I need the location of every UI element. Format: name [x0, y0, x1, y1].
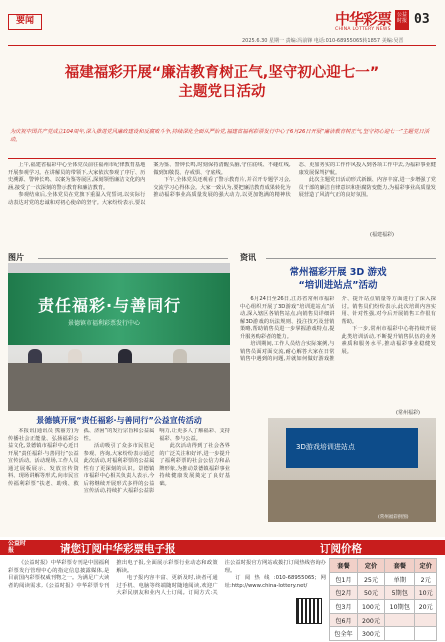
- subscribe-badge: 公益时报: [8, 540, 27, 554]
- publication-badge: 公益时报: [395, 10, 409, 30]
- price-cell: 套餐: [330, 559, 358, 573]
- article-paragraph: 参观结束后,全体党员在党旗下重温入党誓词,以实际行动表达对党的忠诚和对初心使命的坚守。大家纷纷表示,要以案为鉴、警钟长鸣,时刻保持清醒头脑,守住底线、不碰红线,做到知敬畏、存戒惧、守底线。: [8, 162, 291, 206]
- image-news-divider: [38, 258, 228, 259]
- article-lead: 为庆祝中国共产党成立104周年,深入推进党风廉政建设和反腐败斗争,持续深化全面从严治党,福建省福利彩票发行中心于6月26日开展“廉洁教育树正气,坚守初心迎七一”主题党日活动。: [10, 129, 430, 144]
- price-cell: 包全年: [330, 627, 358, 641]
- article-paragraph: 培训期间,工作人员结合实际案例,与销售员面对面交流,耐心解答大家在日常销售中遇到的问题,并就如何做好游戏推介、提升站点销量等方面进行了深入探讨。销售员们纷纷表示,此次培训内容实用、针对性强,对今后开展销售工作很有帮助。: [240, 296, 436, 362]
- news-headline-line-2: “培训进站点”活动: [298, 280, 378, 291]
- price-table-row: [330, 586, 437, 600]
- price-cell: 定价: [357, 559, 384, 573]
- news-section-label: 资讯: [240, 253, 256, 262]
- price-cell: [385, 613, 415, 627]
- price-cell: 100元: [357, 600, 384, 614]
- subscribe-body: [8, 560, 326, 640]
- price-cell: 5期包: [385, 586, 415, 600]
- photo-banner-text: 责任福彩·与善同行: [38, 296, 182, 315]
- price-table-row: [330, 572, 437, 586]
- image-news-label: 图片: [8, 253, 24, 262]
- article-paragraph: 上午,福建省福彩中心全体党员前往福州市纪律教育基地开展参观学习。在讲解员的带领下,大家依次参观了序厅、历史溯源、警钟长鸣、以案为鉴等展区,深刻领悟廉洁文化的内涵,接受了一次深刻的警示教育和廉洁教育。: [8, 162, 146, 191]
- price-cell: [415, 627, 437, 641]
- price-cell: 25元: [357, 572, 384, 586]
- lead-divider: [8, 158, 436, 159]
- article-paragraph: 下一步,常州市福彩中心将持续开展此类培训活动,不断提升销售队伍的业务素质和服务水平,推动福彩事业稳健发展。: [341, 326, 436, 355]
- image-news-caption: 景德镇开展“责任福彩·与善同行”公益宣传活动: [36, 416, 202, 425]
- price-table: [329, 558, 437, 641]
- price-cell: [415, 613, 437, 627]
- page-number: 03: [414, 12, 430, 27]
- main-article-byline: (福建福彩): [370, 232, 394, 238]
- news-byline: (常州福彩): [396, 410, 420, 416]
- photo-screen-text: 3D游戏培训进站点: [296, 443, 355, 451]
- price-cell: 包2月: [330, 586, 358, 600]
- price-table-row: [330, 600, 437, 614]
- price-table-row: [330, 613, 437, 627]
- price-cell: 包6月: [330, 613, 358, 627]
- price-cell: 10元: [415, 586, 437, 600]
- price-cell: 10期包: [385, 600, 415, 614]
- article-paragraph: 活动吸引了众多市民驻足参观、咨询,大家纷纷表示通过此次活动,对福利彩票的公益属性有了更深刻的认识。景德镇市福彩中心相关负责人表示,今后将继续开展形式多样的公益宣传活动,持续扩大福彩公益影响力,让更多人了解福彩、支持福彩、参与公益。: [83, 428, 230, 494]
- masthead-logo: 中华彩票: [335, 10, 392, 28]
- issue-meta: 2025.6.30 星期一 责编:冯前锋 电话:010-68955065转1857 美编:吴晋: [242, 38, 404, 44]
- price-table-row: [330, 627, 437, 641]
- subscribe-paragraph: 订阅热线:010-68955065;网址:http://www.china-lottery.net/: [224, 575, 326, 589]
- photo-desk: [268, 480, 436, 522]
- training-photo-credit: (常州福彩供图): [378, 515, 409, 520]
- price-cell: 200元: [357, 613, 384, 627]
- price-cell: 包1月: [330, 572, 358, 586]
- price-cell: 包3月: [330, 600, 358, 614]
- section-label: 要闻: [8, 14, 42, 30]
- subscribe-title: 请您订阅中华彩票电子报: [60, 543, 176, 555]
- article-paragraph: 下午,全体党员还观看了警示教育片,并召开专题学习会,交流学习心得体会。大家一致认为,要把廉洁教育成果转化为推动福彩事业高质量发展的强大动力,以更加饱满的精神状态、更加务实的工作作风投入到各项工作中去,为福彩事业健康发展保驾护航。: [153, 162, 436, 198]
- news-headline: [240, 266, 436, 292]
- training-photo: [268, 418, 436, 522]
- news-body: [240, 296, 436, 414]
- news-headline-line-1: 常州福彩开展 3D 游戏: [289, 267, 387, 278]
- price-cell: 2元: [415, 572, 437, 586]
- news-divider: [266, 258, 436, 259]
- article-paragraph: 本报讯(通讯员 熊丽芳)为传播社会正能量、弘扬福彩公益文化,景德镇市福彩中心近日开展“责任福彩·与善同行”公益宣传活动。活动现场,工作人员通过展板展示、发放宣传资料、现场讲解等形式,向市民宣传福利彩票“扶老、助残、救孤、济困”的发行宗旨和公益属性。: [8, 428, 155, 487]
- photo-banner-subtext: 景德镇市福利彩票发行中心: [68, 320, 141, 327]
- price-cell: 50元: [357, 586, 384, 600]
- main-article-body: [8, 162, 436, 240]
- price-table-header: [330, 559, 437, 573]
- subscribe-paragraph: 电子报内容丰富、更新及时,读者可通过手机、电脑等终端随时随地阅读,欢迎广大彩民朋友和业内人士订阅。订阅方式:关注公益时报官方网站或拨打订阅热线咨询办理。: [116, 560, 326, 596]
- article-paragraph: 此次活动得到了社会各界的广泛关注和好评,进一步提升了福利彩票的社会公信力和品牌形象,为推动景德镇福彩事业持续健康发展奠定了良好基础。: [159, 443, 230, 487]
- page-header: [0, 0, 445, 46]
- price-cell: [385, 627, 415, 641]
- main-headline: [8, 64, 436, 102]
- photo-screen: [286, 428, 418, 468]
- price-cell: 定价: [415, 559, 437, 573]
- price-cell: 单期: [385, 572, 415, 586]
- price-title: 订阅价格: [320, 543, 362, 555]
- price-cell: 20元: [415, 600, 437, 614]
- headline-line-2: 主题党日活动: [178, 84, 266, 100]
- article-paragraph: 此次主题党日活动形式新颖、内容丰富,进一步增强了党员干部的廉洁自律意识和拒腐防变能力,为福彩事业高质量发展营造了风清气正的良好氛围。: [298, 177, 436, 198]
- image-news-body: [8, 428, 230, 528]
- event-photo: [8, 263, 230, 411]
- header-divider: [8, 45, 436, 46]
- price-cell: 300元: [357, 627, 384, 641]
- photo-display-table: [8, 363, 230, 411]
- subscribe-paragraph: 《公益时报》中华彩票专刊是中国福利彩票发行管理中心的指定信息披露媒体,是目前国内彩票权威刊物之一。为满足广大读者的阅读需求,《公益时报》中华彩票专刊推出电子报,全面展示彩票行业动态和政策解读。: [8, 560, 218, 589]
- headline-line-1: 福建福彩开展“廉洁教育树正气,坚守初心迎七一”: [64, 65, 380, 81]
- article-paragraph: 6月24日至26日,江苏省常州市福彩中心组织开展了3D游戏“培训进站点”活动,深入辖区各销售站点,向销售员详细讲解3D游戏的玩法规则、投注技巧及营销策略,帮助销售员进一步掌握游戏特点,提升服务购彩者的能力。: [240, 296, 335, 340]
- qr-code-icon[interactable]: [296, 598, 322, 624]
- masthead-subtitle: CHINA LOTTERY NEWS: [335, 27, 391, 32]
- price-cell: 套餐: [385, 559, 415, 573]
